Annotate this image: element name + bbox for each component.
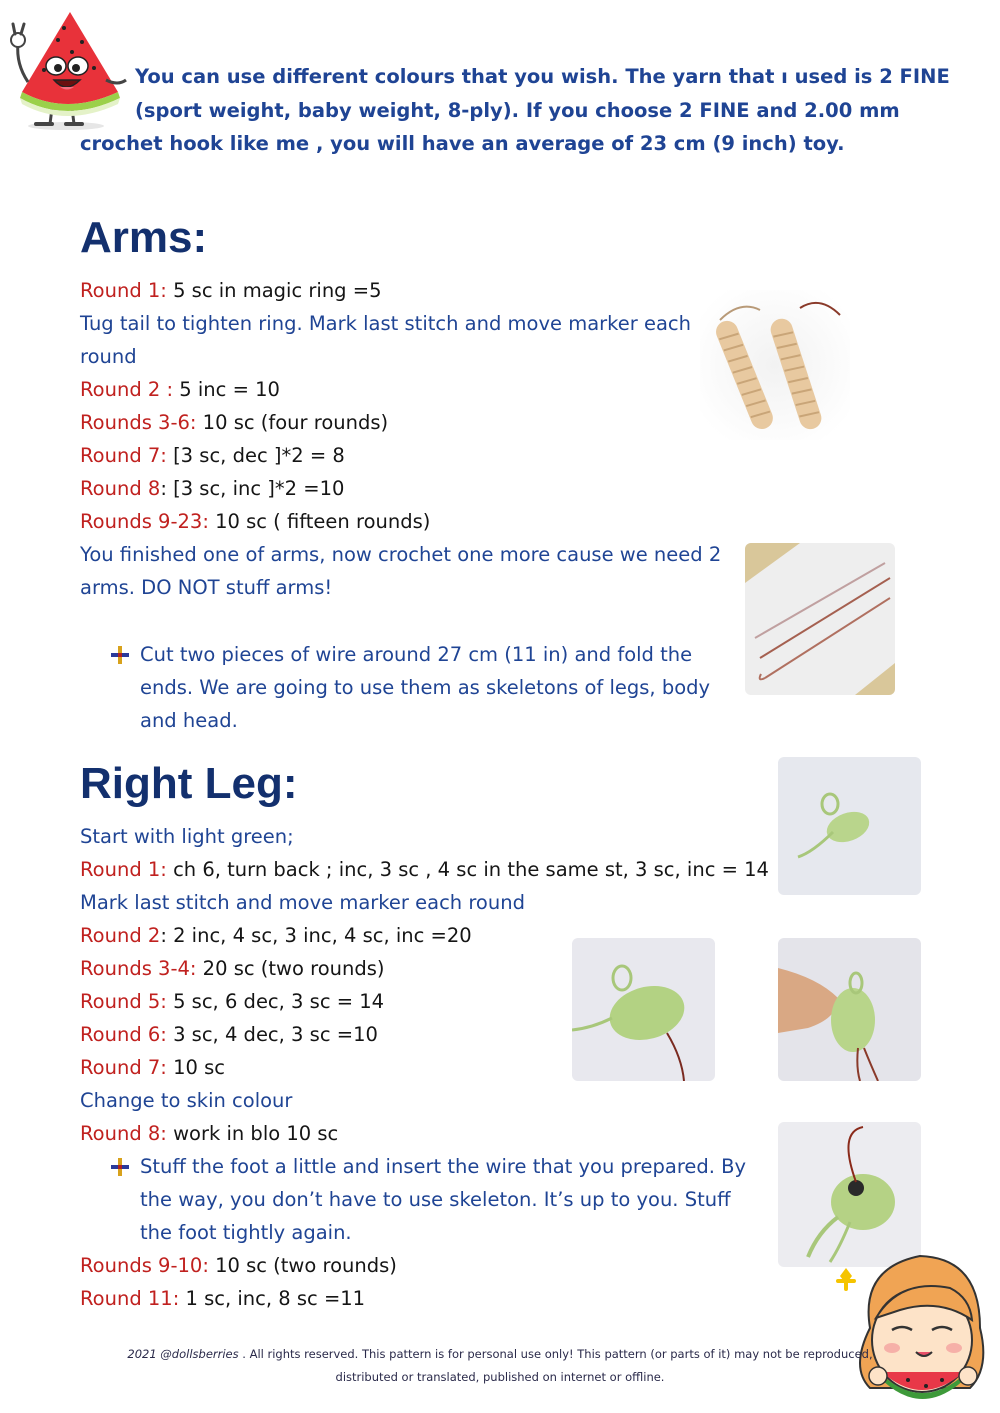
- leg-change-colour: Change to skin colour: [80, 1089, 293, 1112]
- round-text: : 2 inc, 4 sc, 3 inc, 4 sc, inc =20: [160, 924, 472, 947]
- footer-rights: . All rights reserved. This pattern is for personal use only! This pattern (or parts of it) may not be reproduced,: [238, 1347, 873, 1361]
- round-text: 10 sc (two rounds): [208, 1254, 397, 1277]
- round-label: Round 11:: [80, 1287, 180, 1310]
- arms-round-2: [80, 373, 280, 406]
- round-label: Round 7:: [80, 1056, 167, 1079]
- round-text: 5 inc = 10: [173, 378, 280, 401]
- leg-round-6: [80, 1018, 378, 1051]
- round-label: Round 1:: [80, 858, 167, 881]
- round-text: : [3 sc, inc ]*2 =10: [160, 477, 345, 500]
- stuff-bullet: [110, 1150, 750, 1249]
- round-label: Rounds 3-6:: [80, 411, 197, 434]
- round-label: Rounds 9-23:: [80, 510, 209, 533]
- round-label: Round 8: [80, 477, 161, 500]
- leg-photo-hand: [778, 938, 921, 1081]
- wire-bullet: [110, 638, 750, 737]
- leg-rounds-3-4: [80, 952, 385, 985]
- round-label: Round 1:: [80, 279, 167, 302]
- leg-round-2: [80, 919, 472, 952]
- footer-line-1: [0, 1347, 1000, 1361]
- intro-paragraph: [80, 60, 950, 161]
- arms-finish-line-1: You finished one of arms, now crochet one more cause we need 2: [80, 543, 722, 566]
- leg-photo-wire: [778, 1122, 921, 1267]
- bullet-cross-icon: [110, 645, 130, 665]
- arms-rounds-9-23: [80, 505, 430, 538]
- round-text: 10 sc ( fifteen rounds): [208, 510, 431, 533]
- bullet-cross-icon: [110, 1157, 130, 1177]
- round-label: Round 5:: [80, 990, 167, 1013]
- round-text: [3 sc, dec ]*2 = 8: [166, 444, 345, 467]
- footer-line-2: distributed or translated, published on internet or offline.: [335, 1370, 665, 1384]
- leg-mark-note: Mark last stitch and move marker each round: [80, 891, 525, 914]
- round-text: work in blo 10 sc: [166, 1122, 339, 1145]
- wire-bullet-text: Cut two pieces of wire around 27 cm (11 in) and fold the ends. We are going to use them as skeletons of legs, body and head.: [140, 643, 711, 732]
- arms-photo: [700, 290, 850, 440]
- round-label: Round 6:: [80, 1023, 167, 1046]
- intro-text: You can use different colours that you wish. The yarn that ı used is 2 FINE (sport weight, baby weight, 8-ply). If you choose 2 FINE and 2.00 mm crochet hook like me , you will have an average of 23 cm (9 inch) toy.: [80, 65, 950, 155]
- leg-photo-start: [778, 757, 921, 895]
- leg-round-5: [80, 985, 384, 1018]
- round-text: 5 sc, 6 dec, 3 sc = 14: [166, 990, 385, 1013]
- wire-photo: [745, 543, 895, 695]
- round-text: 10 sc: [166, 1056, 225, 1079]
- leg-round-11: [80, 1282, 365, 1315]
- round-text: 3 sc, 4 dec, 3 sc =10: [166, 1023, 378, 1046]
- round-text: 10 sc (four rounds): [196, 411, 389, 434]
- arms-note-line-1: Tug tail to tighten ring. Mark last stitch and move marker each: [80, 312, 692, 335]
- round-label: Rounds 3-4:: [80, 957, 197, 980]
- round-label: Round 2 :: [80, 378, 174, 401]
- round-label: Round 7:: [80, 444, 167, 467]
- round-label: Rounds 9-10:: [80, 1254, 209, 1277]
- round-label: Round 8:: [80, 1122, 167, 1145]
- girl-watermelon-icon: [830, 1248, 1000, 1413]
- intro-indent: [80, 60, 135, 127]
- arms-finish-line-2: arms. DO NOT stuff arms!: [80, 576, 333, 599]
- leg-round-7: [80, 1051, 225, 1084]
- arms-round-7: [80, 439, 345, 472]
- footer-brand: 2021 @dollsberries: [127, 1347, 239, 1361]
- round-text: 20 sc (two rounds): [196, 957, 385, 980]
- round-text: ch 6, turn back ; inc, 3 sc , 4 sc in the same st, 3 sc, inc = 14: [166, 858, 769, 881]
- arms-round-8: [80, 472, 344, 505]
- stuff-bullet-text: Stuff the foot a little and insert the wire that you prepared. By the way, you don’t have to use skeleton. It’s up to you. Stuff the foot tightly again.: [140, 1155, 747, 1244]
- leg-round-1: [80, 853, 769, 886]
- right-leg-heading: Right Leg:: [80, 759, 298, 808]
- leg-photo-oval: [572, 938, 715, 1081]
- arms-heading: Arms:: [80, 213, 208, 262]
- round-text: 5 sc in magic ring =5: [166, 279, 382, 302]
- leg-rounds-9-10: [80, 1249, 397, 1282]
- leg-round-8: [80, 1117, 338, 1150]
- leg-start: Start with light green;: [80, 825, 294, 848]
- arms-rounds-3-6: [80, 406, 388, 439]
- arms-round-1: [80, 274, 382, 307]
- arms-note-line-2: round: [80, 345, 137, 368]
- round-label: Round 2: [80, 924, 161, 947]
- round-text: 1 sc, inc, 8 sc =11: [179, 1287, 366, 1310]
